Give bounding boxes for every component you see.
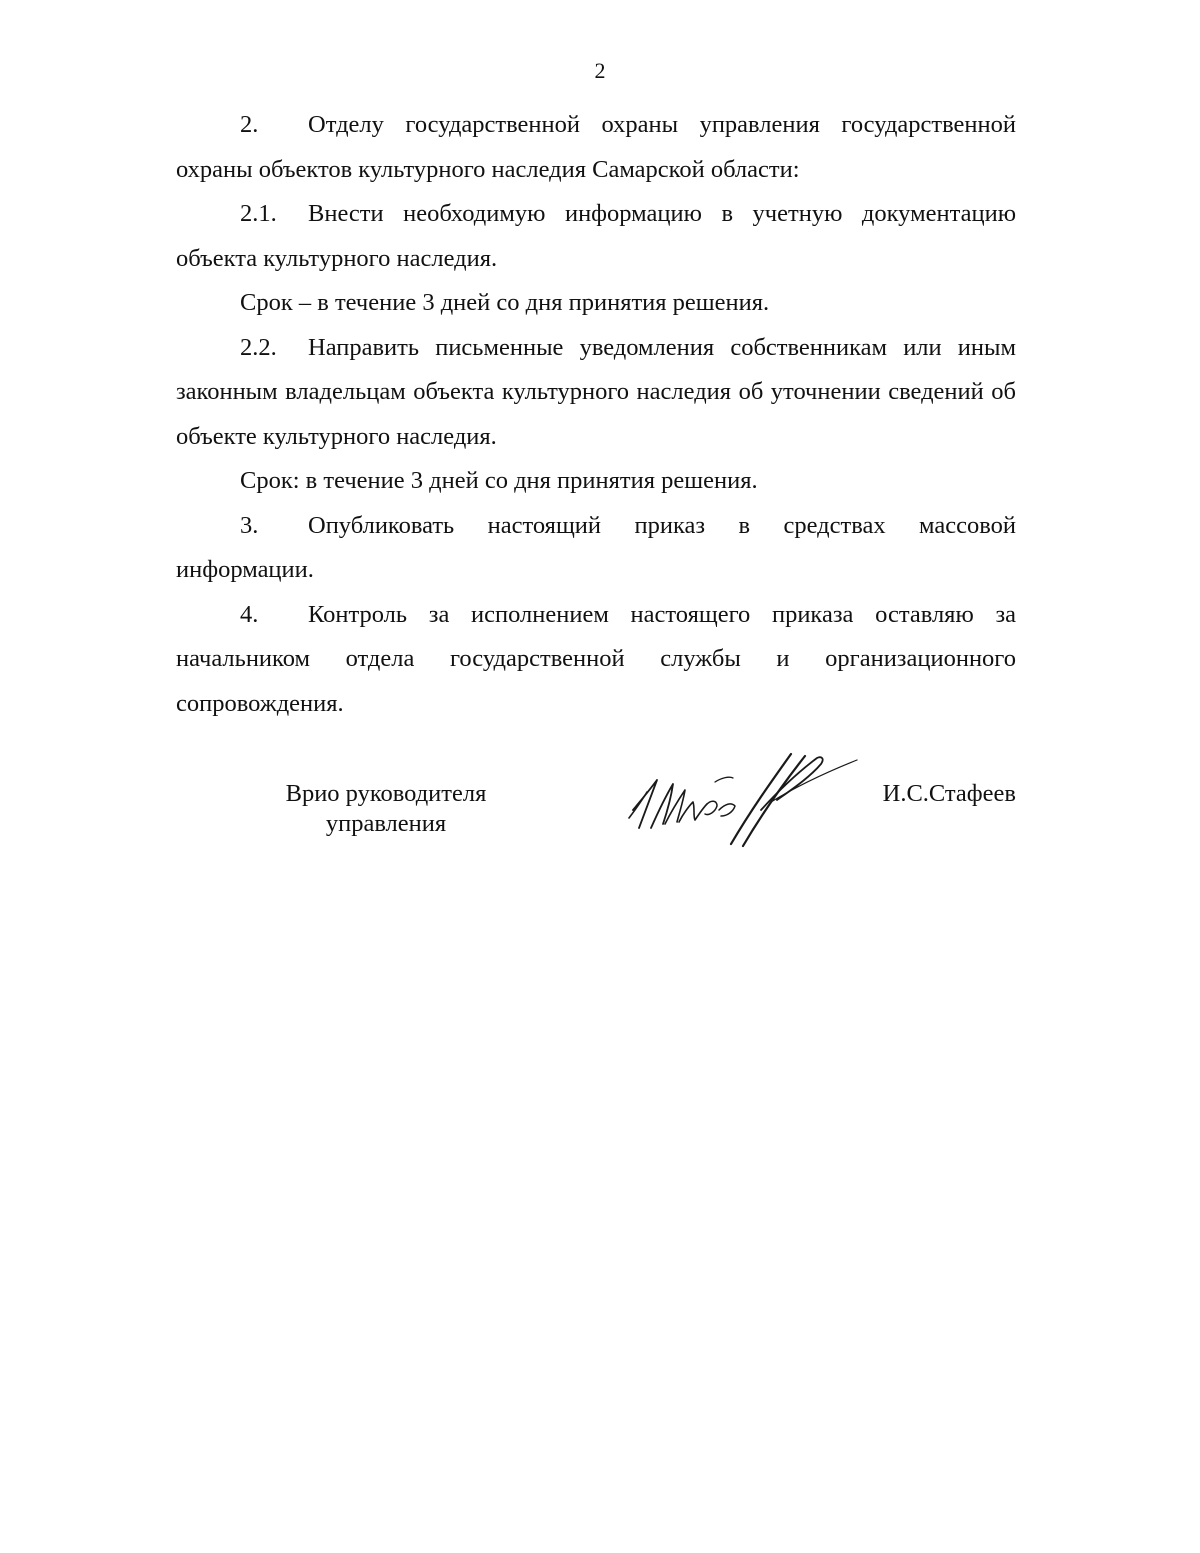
position-line-2: управления <box>325 810 447 837</box>
signatory-name: И.С.Стафеев <box>882 780 1016 807</box>
paragraph-text: Направить письменные уведомления собственникам или иным законным владельцам объекта культурного наследия об уточнении сведений об объекте культурного наследия. <box>176 333 1016 450</box>
paragraph-2-2 <box>176 326 1016 460</box>
paragraph-text: Внести необходимую информацию в учетную документацию объекта культурного наследия. <box>176 200 1016 272</box>
handwritten-signature <box>621 740 861 860</box>
signature-block <box>176 775 1016 895</box>
position-line-1: Врио руководителя <box>285 780 487 807</box>
deadline-2-1 <box>176 281 1016 326</box>
paragraph-3 <box>176 504 1016 593</box>
paragraph-4 <box>176 593 1016 727</box>
paragraph-text: Срок – в течение 3 дней со дня принятия решения. <box>240 289 770 316</box>
paragraph-2 <box>176 103 1016 192</box>
paragraph-2-1 <box>176 192 1016 281</box>
deadline-2-2 <box>176 459 1016 504</box>
paragraph-text: Контроль за исполнением настоящего приказа оставляю за начальником отдела государственной службы и организационного сопровождения. <box>176 600 1016 717</box>
paragraph-number: 3. <box>240 511 259 539</box>
paragraph-number: 2.1. <box>240 200 277 227</box>
paragraph-number: 2.2. <box>240 333 277 361</box>
paragraph-number: 2. <box>240 111 259 138</box>
page-number: 2 <box>594 58 606 83</box>
paragraph-text: Опубликовать настоящий приказ в средствах массовой информации. <box>176 511 1016 583</box>
document-body <box>176 103 1016 726</box>
signatory-position <box>246 779 526 839</box>
paragraph-text: Отделу государственной охраны управления государственной охраны объектов культурного наследия Самарской области: <box>176 111 1016 183</box>
paragraph-number: 4. <box>240 600 259 628</box>
paragraph-text: Срок: в течение 3 дней со дня принятия решения. <box>240 467 758 494</box>
